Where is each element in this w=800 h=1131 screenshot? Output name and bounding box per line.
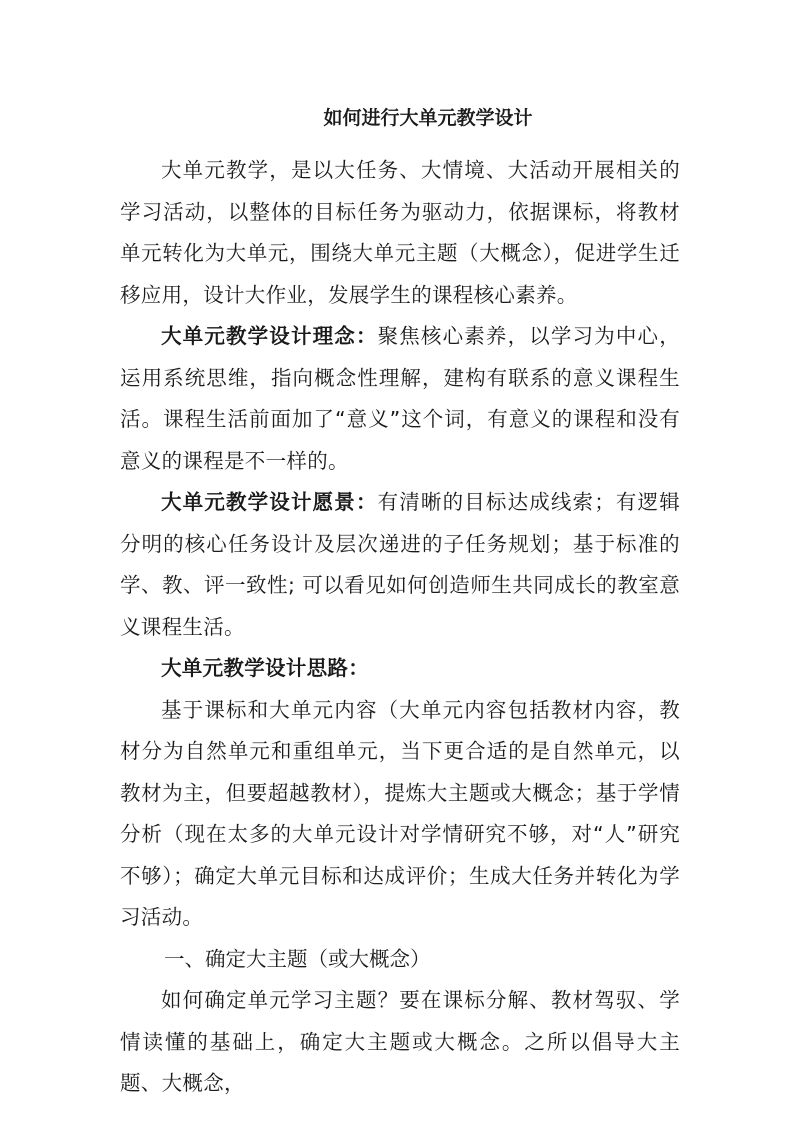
section-1-heading: 一、确定大主题（或大概念） bbox=[164, 946, 431, 971]
approach-paragraph: 基于课标和大单元内容（大单元内容包括教材内容，教材分为自然单元和重组单元，当下更合适的是自然单元，以教材为主，但要超越教材），提炼大主题或大概念；基于学情分析（现在太多的大单元设计对学情研究不够，对“人”研究不够）；确定大单元目标和达成评价；生成大任务并转化为学习活动。 bbox=[120, 697, 680, 929]
approach-heading-paragraph bbox=[120, 648, 680, 690]
document-page bbox=[120, 98, 680, 1105]
vision-paragraph bbox=[120, 482, 680, 648]
concept-lead: 大单元教学设计理念： bbox=[161, 324, 378, 348]
approach-heading: 大单元教学设计思路： bbox=[161, 656, 369, 680]
document-title: 如何进行大单元教学设计 bbox=[323, 107, 533, 129]
intro-paragraph: 大单元教学，是以大任务、大情境、大活动开展相关的学习活动，以整体的目标任务为驱动力，依据课标，将教材单元转化为大单元，围绕大单元主题（大概念），促进学生迁移应用，设计大作业，发展学生的课程核心素养。 bbox=[120, 158, 680, 307]
vision-lead: 大单元教学设计愿景： bbox=[161, 490, 378, 514]
concept-paragraph bbox=[120, 316, 680, 482]
concept-text: 聚焦核心素养，以学习为中心，运用系统思维，指向概念性理解，建构有联系的意义课程生活。课程生活前面加了“意义”这个词，有意义的课程和没有意义的课程是不一样的。 bbox=[120, 324, 680, 473]
section-1-paragraph: 如何确定单元学习主题？要在课标分解、教材驾驭、学情读懂的基础上，确定大主题或大概念。之所以倡导大主题、大概念， bbox=[120, 988, 680, 1095]
vision-text: 有清晰的目标达成线索；有逻辑分明的核心任务设计及层次递进的子任务规划；基于标准的学、教、评一致性; 可以看见如何创造师生共同成长的教室意义课程生活。 bbox=[120, 490, 680, 639]
